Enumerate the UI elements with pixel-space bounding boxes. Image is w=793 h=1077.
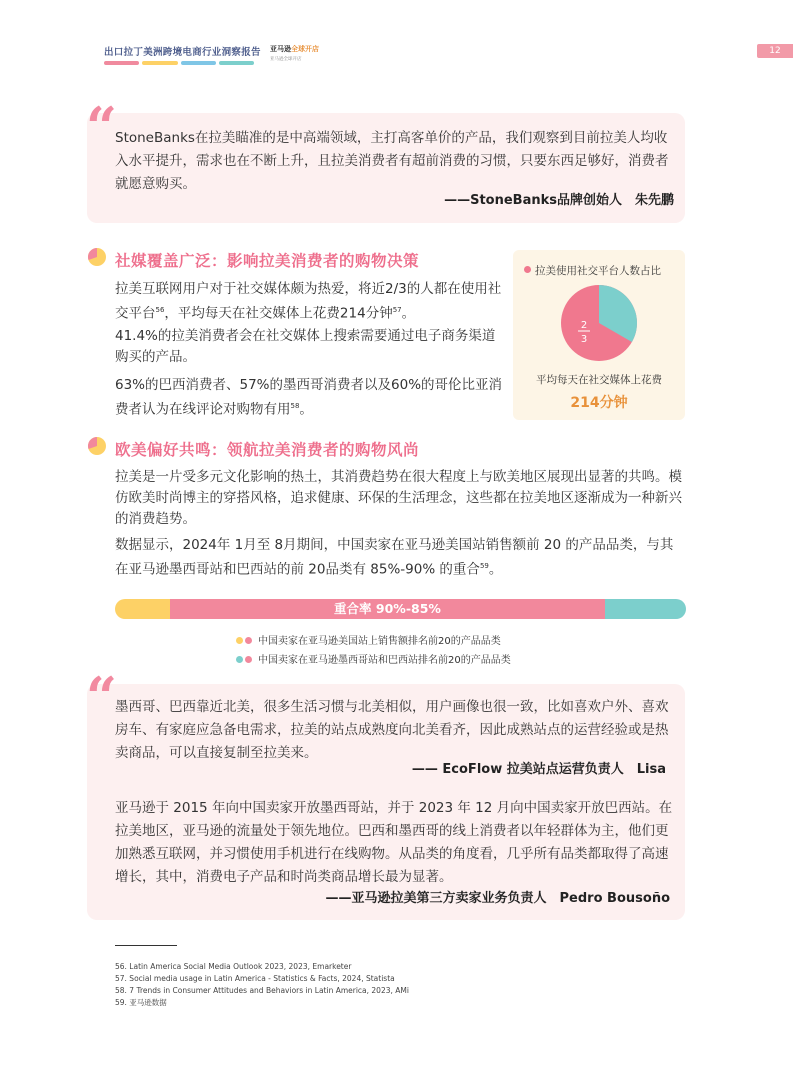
bar-pink	[104, 61, 139, 65]
quote-signature: ——StoneBanks品牌创始人 朱先鹏	[444, 193, 674, 208]
page-number: 12	[757, 44, 793, 58]
paragraph-cultural-trends: 拉美是一片受多元文化影响的热土，其消费趋势在很大程度上与欧美地区展现出显著的共鸣。模仿欧美时尚博主的穿搭风格，追求健康、环保的生活理念，这些都在拉美地区逐渐成为一种新兴的消费趋势。	[115, 469, 682, 527]
footnote-divider	[115, 945, 177, 946]
pie-bullet-icon	[87, 247, 107, 267]
bar-blue	[181, 61, 216, 65]
section-title-western: 欧美偏好共鸣：领航拉美消费者的购物风尚	[115, 441, 420, 459]
paragraph-social-usage: 拉美互联网用户对于社交媒体颇为热爱，将近2/3的人都在使用社交平台$^{56}$，平均每天在社交媒体上花费214分钟$^{57}$。	[115, 281, 502, 322]
header-color-bars	[104, 61, 254, 65]
pie-fraction-numerator: 2	[580, 320, 588, 331]
legend-dot-yellow	[236, 637, 243, 644]
pie-bullet-icon	[87, 436, 107, 456]
quote-signature-amazon: ——亚马逊拉美第三方卖家业务负责人 Pedro Bousoño	[325, 891, 670, 906]
pie-legend: 拉美使用社交平台人数占比	[524, 263, 661, 278]
bar-teal	[219, 61, 254, 65]
legend-dot-pink	[245, 656, 252, 663]
footnote-57: 57. Social media usage in Latin America - Statistics & Facts, 2024, Statista	[115, 974, 395, 983]
legend-dot-pink	[245, 637, 252, 644]
overlap-bar-label: 重合率 90%-85%	[170, 599, 605, 619]
quote-signature-ecoflow: —— EcoFlow 拉美站点运营负责人 Lisa	[411, 762, 666, 777]
footnote-58: 58. 7 Trends in Consumer Attitudes and Behaviors in Latin America, 2023, AMi	[115, 986, 409, 995]
overlap-rate-bar	[115, 599, 686, 619]
paragraph-social-search: 41.4%的拉美消费者会在社交媒体上搜索需要通过电子商务渠道购买的产品。	[115, 328, 496, 365]
quote-text-ecoflow: 墨西哥、巴西靠近北美，很多生活习惯与北美相似，用户画像也很一致，比如喜欢户外、喜欢房车、有家庭应急备电需求，拉美的站点成熟度向北美看齐，因此成熟站点的运营经验或是热卖商品，可以直接复制至拉美来。	[115, 699, 669, 761]
overlap-legend-us: 中国卖家在亚马逊美国站上销售额排名前20的产品品类	[236, 632, 501, 647]
footnote-59: 59. 亚马逊数据	[115, 998, 167, 1007]
quote-mark-icon: “	[86, 95, 118, 159]
paragraph-category-overlap: 数据显示，2024年 1月至 8月期间，中国卖家在亚马逊美国站销售额前 20 的产品品类，与其在亚马逊墨西哥站和巴西站的前 20品类有 85%-90% 的重合$^{59}$。	[115, 537, 674, 578]
quote-mark-icon: “	[86, 665, 118, 729]
overlap-bar-us-segment	[115, 599, 170, 619]
footnote-56: 56. Latin America Social Media Outlook 2023, 2023, Emarketer	[115, 962, 352, 971]
pie-fraction-denominator: 3	[580, 334, 588, 345]
footnotes	[115, 961, 409, 1009]
stat-sub-label: 平均每天在社交媒体上花费	[536, 374, 662, 386]
quote-text-amazon: 亚马逊于 2015 年向中国卖家开放墨西哥站，并于 2023 年 12 月向中国卖家开放巴西站。在拉美地区，亚马逊的流量处于领先地位。巴西和墨西哥的线上消费者以年轻群体为主，他们更加熟悉互联网，并习惯使用手机进行在线购物。从品类的角度看，几乎所有品类都取得了高速增长，其中，消费电子产品和时尚类商品增长最为显著。	[115, 800, 673, 885]
overlap-bar-latam-segment	[605, 599, 686, 619]
quote-text: StoneBanks在拉美瞄准的是中高端领域，主打高客单价的产品，我们观察到目前拉美人均收入水平提升，需求也在不断上升，且拉美消费者有超前消费的习惯，只要东西足够好，消费者就愿意购买。	[115, 130, 669, 192]
paragraph-online-reviews: 63%的巴西消费者、57%的墨西哥消费者以及60%的哥伦比亚消费者认为在线评论对购物有用$^{58}$。	[115, 377, 503, 418]
legend-dot-teal	[236, 656, 243, 663]
bar-yellow	[142, 61, 177, 65]
overlap-legend-latam: 中国卖家在亚马逊墨西哥站和巴西站排名前20的产品品类	[236, 651, 511, 666]
report-title: 出口拉丁美洲跨境电商行业洞察报告	[104, 47, 261, 58]
section-title-social: 社媒覆盖广泛：影响拉美消费者的购物决策	[115, 252, 420, 270]
social-share-pie-chart	[560, 284, 638, 362]
legend-dot	[524, 266, 531, 273]
stat-big-value: 214分钟	[570, 395, 628, 411]
amazon-global-selling-logo: 亚马逊全球开店 亚马逊全球开店	[270, 45, 319, 62]
